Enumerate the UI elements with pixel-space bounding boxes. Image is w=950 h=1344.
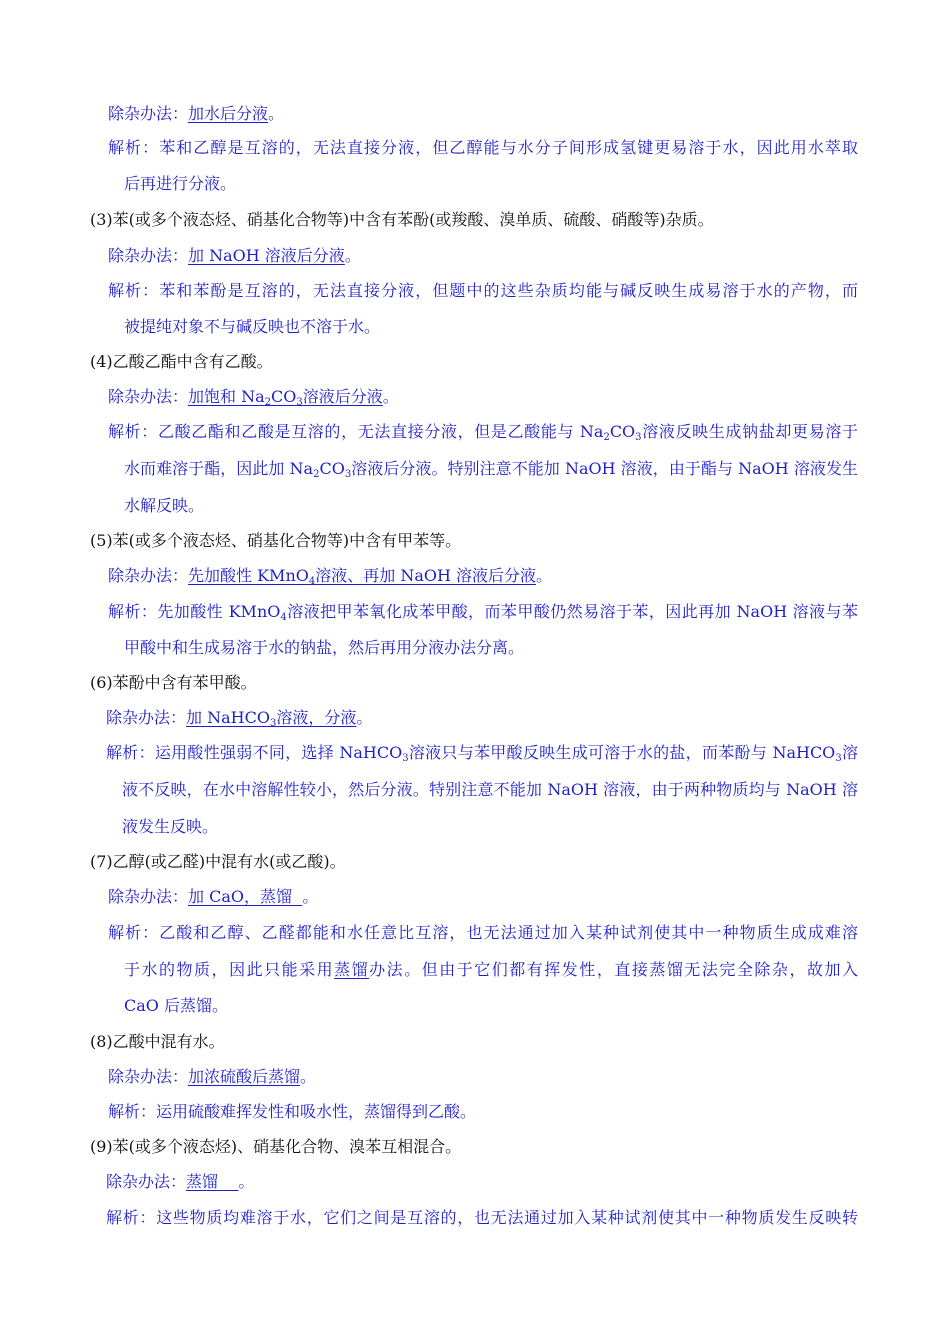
item-heading-3: (3)苯(或多个液态烃、硝基化合物等)中含有苯酚(或羧酸、溴单质、硫酸、硝酸等)杂质。 (90, 210, 714, 229)
item-heading-5: (5)苯(或多个液态烃、硝基化合物等)中含有甲苯等。 (90, 531, 462, 550)
analysis-line-6c: 液发生反映。 (122, 817, 219, 836)
analysis-label: 解析： (108, 138, 160, 157)
analysis-line-1a: 解析：苯和乙醇是互溶的，无法直接分液，但乙醇能与水分子间形成氢键更易溶于水，因此用水萃取 (108, 138, 858, 157)
analysis-line-5a: 解析：先加酸性 KMnO$_4$溶液把甲苯氧化成苯甲酸，而苯甲酸仍然易溶于苯，因此再加 NaOH 溶液与苯 (108, 602, 858, 623)
analysis-line-5b: 甲酸中和生成易溶于水的钠盐，然后再用分液办法分离。 (124, 638, 525, 657)
method-line-1: 除杂办法：加水后分液。 (108, 104, 285, 123)
method-line-5: 除杂办法：先加酸性 KMnO$_4$溶液、再加 NaOH 溶液后分液。 (108, 566, 553, 587)
item-heading-6: (6)苯酚中含有苯甲酸。 (90, 673, 257, 692)
method-answer: 蒸馏 (186, 1172, 219, 1191)
method-answer: 加饱和 $Na_2CO_3$溶液后分液 (188, 387, 383, 408)
method-line-8: 除杂办法：加浓硫酸后蒸馏。 (108, 1067, 317, 1086)
method-line-7: 除杂办法：加 CaO，蒸馏 。 (108, 887, 319, 906)
method-answer: 加浓硫酸后蒸馏 (188, 1067, 301, 1086)
analysis-line-4c: 水解反映。 (124, 496, 205, 515)
analysis-line-6b: 液不反映，在水中溶解性较小，然后分液。特别注意不能加 NaOH 溶液，由于两种物质均与 NaOH 溶 (122, 780, 858, 799)
analysis-line-7c: CaO 后蒸馏。 (124, 996, 228, 1015)
method-answer: 先加酸性 KMnO$_4$溶液、再加 NaOH 溶液后分液 (188, 566, 537, 587)
analysis-line-3a: 解析：苯和苯酚是互溶的，无法直接分液，但题中的这些杂质均能与碱反映生成易溶于水的产物，而 (108, 281, 858, 300)
item-heading-4: (4)乙酸乙酯中含有乙酸。 (90, 352, 273, 371)
analysis-line-3b: 被提纯对象不与碱反映也不溶于水。 (124, 317, 381, 336)
method-line-6: 除杂办法：加 NaHCO$_3$溶液，分液。 (106, 708, 373, 729)
method-answer: 加水后分液 (188, 104, 269, 123)
method-line-4: 除杂办法：加饱和 $Na_2CO_3$溶液后分液。 (108, 387, 399, 408)
analysis-line-4b: 水而难溶于酯，因此加 $Na_2CO_3$溶液后分液。特别注意不能加 NaOH 溶液，由于酯与 NaOH 溶液发生 (124, 459, 858, 480)
item-heading-7: (7)乙醇(或乙醛)中混有水(或乙酸)。 (90, 852, 346, 871)
method-answer: 加 CaO，蒸馏 (188, 887, 293, 906)
item-heading-8: (8)乙酸中混有水。 (90, 1032, 225, 1051)
item-heading-9: (9)苯(或多个液态烃)、硝基化合物、溴苯互相混合。 (90, 1137, 462, 1156)
analysis-line-1b: 后再进行分液。 (124, 174, 237, 193)
method-line-9: 除杂办法：蒸馏 。 (106, 1172, 255, 1191)
analysis-line-8a: 解析：运用硫酸难挥发性和吸水性，蒸馏得到乙酸。 (108, 1102, 477, 1121)
analysis-line-4a: 解析：乙酸乙酯和乙酸是互溶的，无法直接分液，但是乙酸能与 $Na_2CO_3$溶液反映生成钠盐却更易溶于 (108, 422, 858, 443)
analysis-line-9a: 解析：这些物质均难溶于水，它们之间是互溶的，也无法通过加入某种试剂使其中一种物质发生反映转 (106, 1208, 858, 1227)
analysis-line-6a: 解析：运用酸性强弱不同，选择 NaHCO$_3$溶液只与苯甲酸反映生成可溶于水的盐，而苯酚与 NaHCO$_3$溶 (106, 743, 858, 764)
method-answer: 加 NaHCO$_3$溶液，分液 (186, 708, 357, 729)
method-line-3: 除杂办法：加 NaOH 溶液后分液。 (108, 246, 361, 265)
analysis-line-7b: 于水的物质，因此只能采用蒸馏办法。但由于它们都有挥发性，直接蒸馏无法完全除杂，故加入 (124, 960, 858, 979)
method-answer: 加 NaOH 溶液后分液 (188, 246, 345, 265)
method-label: 除杂办法： (108, 104, 189, 123)
analysis-line-7a: 解析：乙酸和乙醇、乙醛都能和水任意比互溶，也无法通过加入某种试剂使其中一种物质生成成难溶 (108, 923, 858, 942)
